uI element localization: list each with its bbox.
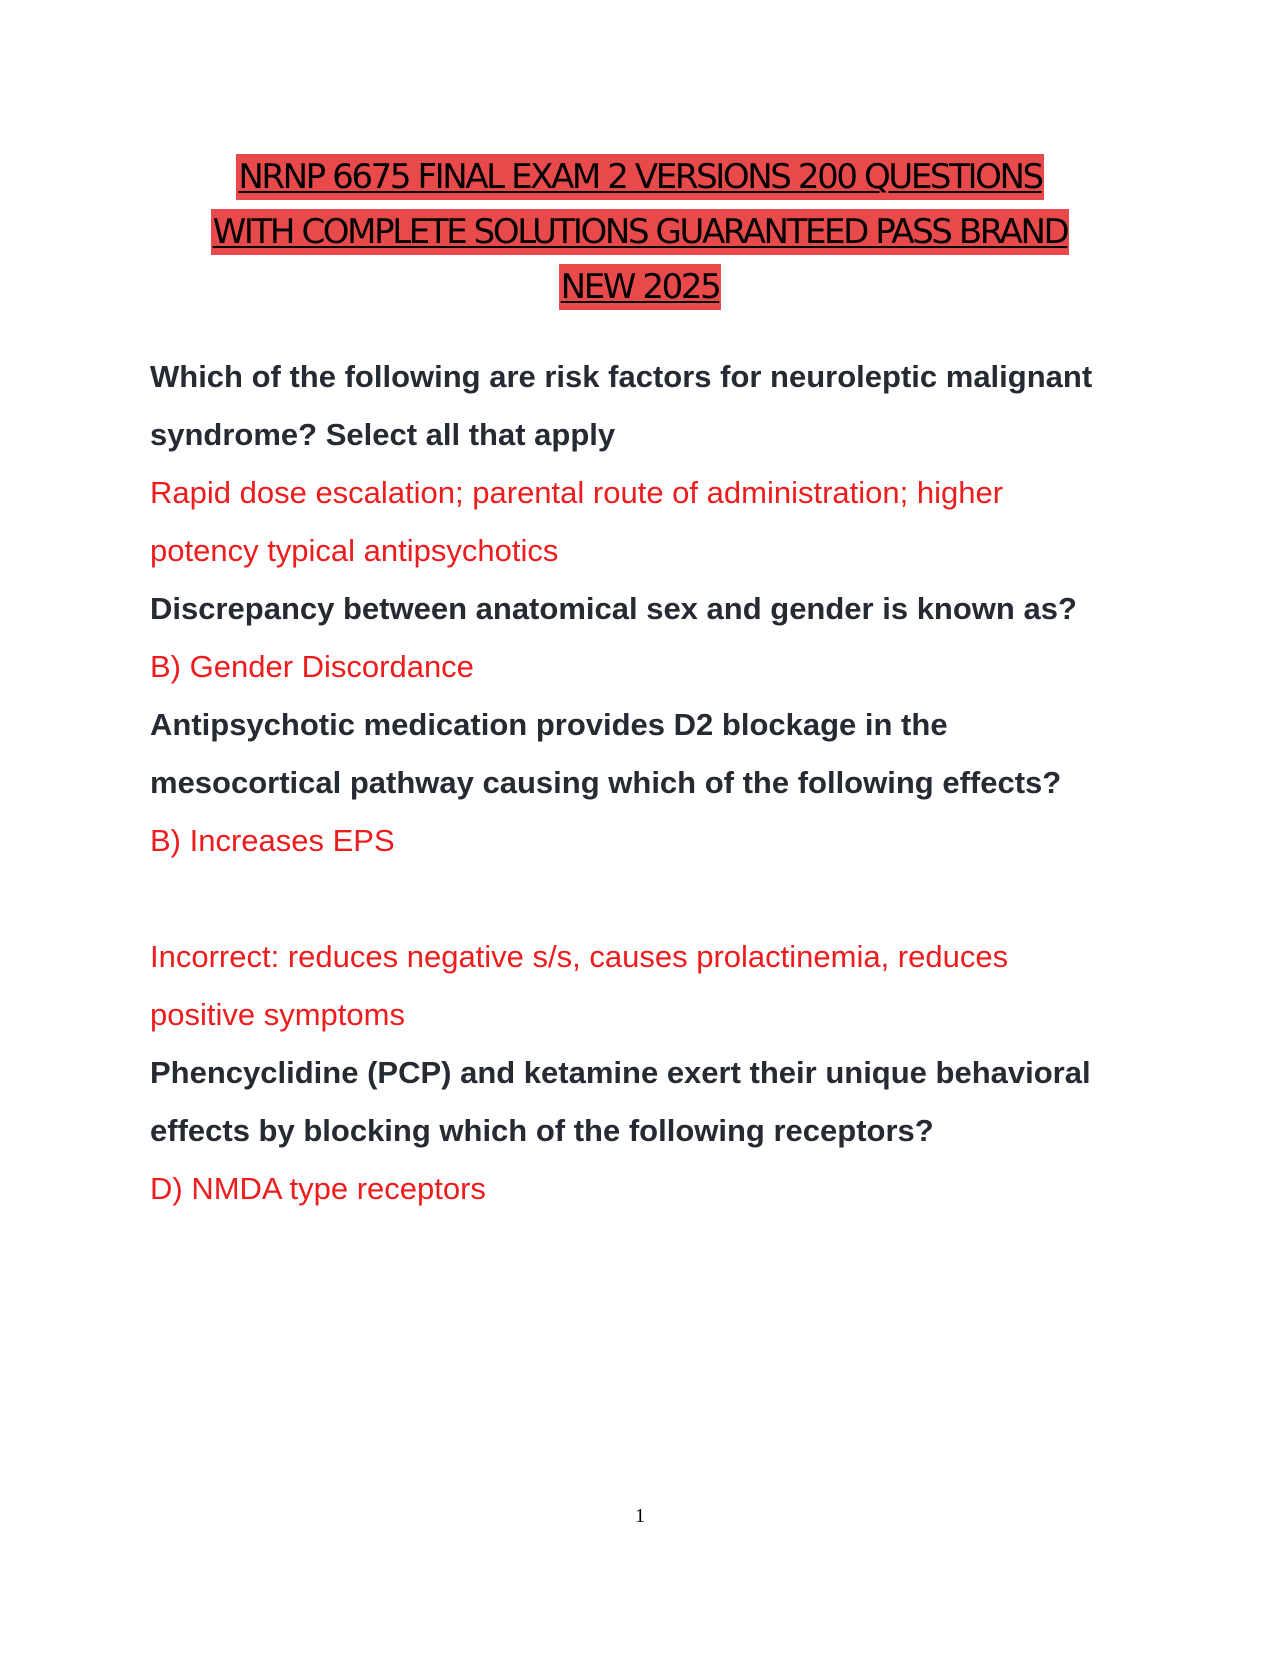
question-4: Phencyclidine (PCP) and ketamine exert their unique behavioral effects by blocking which of the following receptors? [150, 1055, 1091, 1148]
question-2: Discrepancy between anatomical sex and gender is known as? [150, 591, 1077, 626]
blank-line [150, 870, 1110, 928]
question-1: Which of the following are risk factors for neuroleptic malignant syndrome? Select all that apply [150, 359, 1093, 452]
answer-1: Rapid dose escalation; parental route of administration; higher potency typical antipsychotics [150, 475, 1004, 568]
page-number: 1 [635, 1505, 645, 1527]
question-list [150, 348, 1110, 1218]
title-line-2: WITH COMPLETE SOLUTIONS GUARANTEED PASS BRAND [211, 209, 1070, 255]
answer-3: B) Increases EPS [150, 823, 395, 858]
answer-3-note: Incorrect: reduces negative s/s, causes prolactinemia, reduces positive symptoms [150, 939, 1009, 1032]
title-line-1: NRNP 6675 FINAL EXAM 2 VERSIONS 200 QUESTIONS [236, 154, 1043, 200]
document-title [150, 150, 1130, 315]
question-3: Antipsychotic medication provides D2 blockage in the mesocortical pathway causing which of the following effects? [150, 707, 1062, 800]
answer-2: B) Gender Discordance [150, 649, 474, 684]
title-line-3: NEW 2025 [559, 264, 722, 310]
answer-4: D) NMDA type receptors [150, 1171, 486, 1206]
